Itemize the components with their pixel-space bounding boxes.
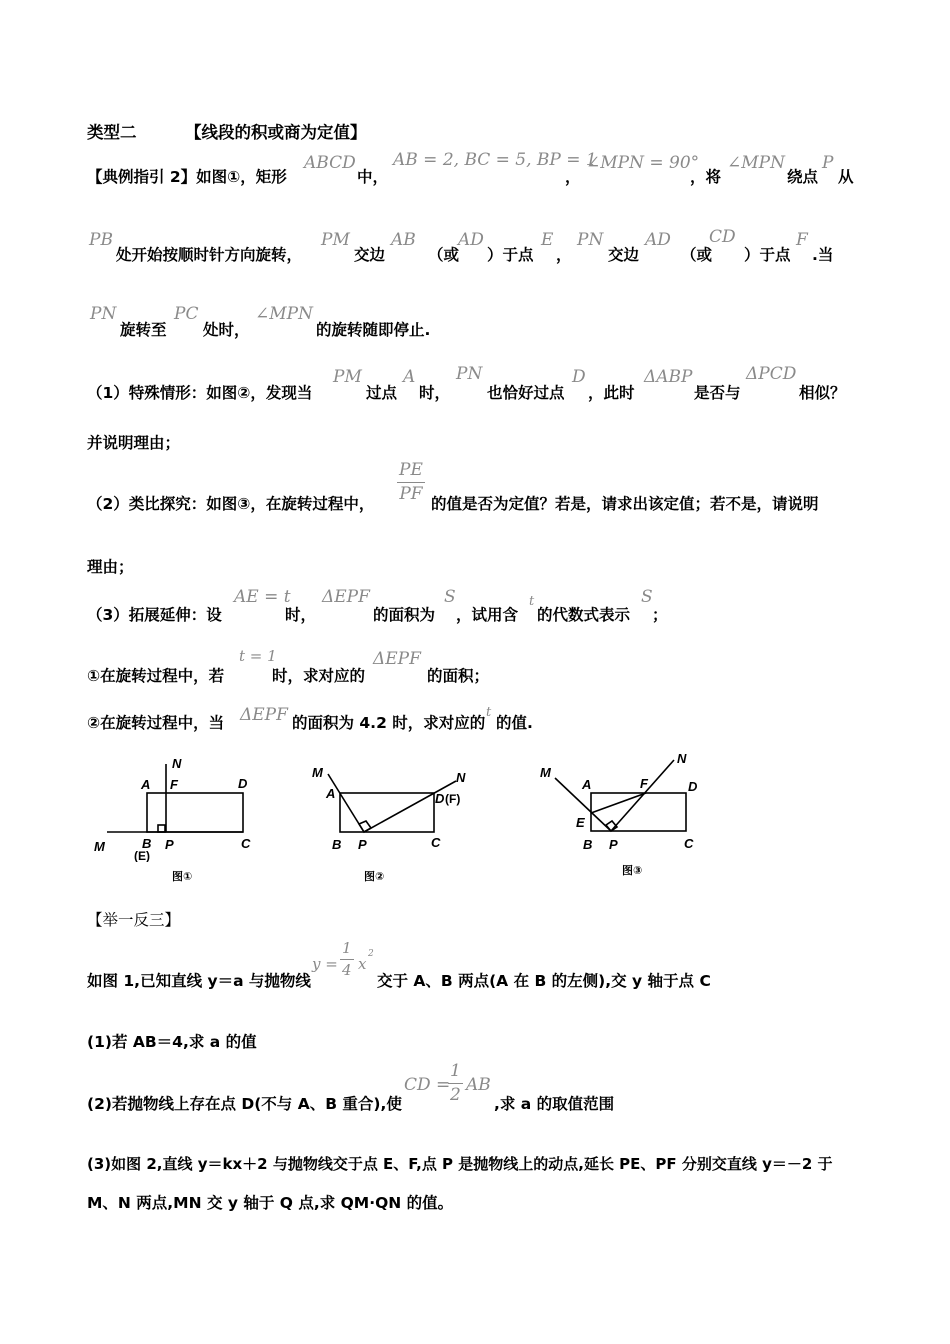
text-cong: 从 [838,168,854,186]
fig3-label-n: N [677,751,687,766]
practice-p2-tail: ,求 a 的取值范围 [494,1095,615,1113]
fig2-caption: 图② [364,870,385,883]
fig2-pm-line [328,774,364,832]
math-pb: PB [89,230,113,250]
fig3-label-e: E [576,815,585,830]
sub2-t: t [486,705,492,720]
fig3-label-p: P [609,837,618,852]
math-p: P [822,153,834,173]
text-xuanzhuanzhi: 旋转至 [120,321,167,339]
practice-half-den: 2 [450,1085,461,1105]
sub2-text3: 的值. [496,714,533,732]
fig3-label-c: C [684,836,694,851]
fig1-label-a: A [141,777,151,792]
fig3-pn-line [611,760,674,831]
figure-1 [88,752,268,862]
q2-text2: 的值是否为定值？若是，请求出该定值；若不是，请说明 [431,495,819,513]
q1-tri-abp: ΔABP [644,367,693,387]
text-jiang: ，将 [690,168,722,186]
fig2-label-n: N [456,770,466,785]
practice-frac-quarter [340,941,354,978]
math-pm: PM [321,230,350,250]
sub1-tri: ΔEPF [373,649,421,669]
q3-biaoshi: 的代数式表示 [537,606,631,624]
practice-frac-half [448,1063,463,1104]
math-pn2: PN [90,304,117,324]
q1-d: D [572,367,586,387]
fig1-label-d: D [238,776,248,791]
math-ad: AD [458,230,484,250]
q3-s: S [444,587,456,607]
sub1-cond: t = 1 [239,647,277,665]
sub2-text: ②在旋转过程中，当 [87,714,225,732]
practice-x-sup: 2 [368,949,374,959]
math-pc: PC [174,304,199,324]
fig2-label-b: B [332,837,342,852]
text-zhong: 中， [357,168,389,186]
practice-ab: AB [466,1075,491,1095]
text-rotate: 处开始按顺时针方向旋转， [116,246,303,264]
text-stop: 的旋转随即停止. [316,321,431,339]
q1-pm: PM [333,367,362,387]
q1-shi: 时， [419,384,451,402]
fig3-label-b: B [583,837,593,852]
math-ab: AB [391,230,416,250]
text-rao: 绕点 [787,168,819,186]
text-chushi: 处时， [203,321,250,339]
q1-cishi: ，此时 [588,384,635,402]
text-yudian: ）于点 [487,246,534,264]
q1-pn: PN [456,364,483,384]
fig1-label-m: M [94,839,105,854]
sub1-text: ①在旋转过程中，若 [87,667,225,685]
fig3-label-m: M [540,765,551,780]
sub2-text2: 的面积为 4.2 时，求对应的 [292,714,486,732]
q3-ae: AE = t [234,587,291,607]
q2-text: （2）类比探究：如图③，在旋转过程中， [87,495,375,513]
q3-semicolon: ； [652,606,668,624]
practice-p2: (2)若抛物线上存在点 D(不与 A、B 重合),使 [87,1095,402,1113]
q1-shifou: 是否与 [694,384,741,402]
practice-quarter-den: 4 [342,961,352,979]
fig1-label-b: B [142,836,152,851]
q2-den: PF [399,484,423,504]
text-comma2: ， [556,246,572,264]
example-label: 【典例指引 2】如图①，矩形 [87,168,287,186]
fig2-label-f: (F) [445,792,461,806]
fig1-right-angle [158,825,165,832]
q3-s2: S [641,587,653,607]
fig1-label-n: N [172,756,182,771]
fig2-label-m: M [312,765,323,780]
q3-shi: 时， [285,606,317,624]
practice-intro: 如图 1,已知直线 y＝a 与抛物线 [87,972,311,990]
fig3-label-a: A [582,777,592,792]
q3-tri: ΔEPF [322,587,370,607]
q2-bar [397,482,425,483]
fig1-label-p: P [165,837,174,852]
practice-heading: 【举一反三】 [87,911,181,929]
q1-cont: 并说明理由； [87,434,181,452]
practice-quarter-bar [340,959,354,960]
text-jiaobian2: 交边 [608,246,640,264]
section-title: 【线段的积或商为定值】 [185,123,367,142]
fig1-label-e: (E) [134,849,150,862]
fig3-label-d: D [688,779,698,794]
fig1-rect [147,793,243,832]
q2-fraction [397,462,425,503]
practice-y: y = [312,955,338,973]
q1-text: （1）特殊情形：如图②，发现当 [87,384,313,402]
fig2-label-a: A [326,786,336,801]
fig1-label-c: C [241,836,251,851]
text-huo2: （或 [681,246,713,264]
figure-2 [306,760,486,860]
math-e: E [541,230,554,250]
math-angle-mpn2: ∠MPN [255,304,313,324]
fig2-label-p: P [358,837,367,852]
q3-shiyonghan: ，试用含 [456,606,519,624]
sub1-text3: 的面积； [427,667,490,685]
fig3-caption: 图③ [622,864,643,877]
sub1-text2: 时，求对应的 [272,667,366,685]
fig2-rect [340,793,434,832]
practice-cd: CD = [404,1075,451,1095]
math-pn: PN [577,230,604,250]
q2-cont: 理由； [87,558,134,576]
text-huo: （或 [428,246,460,264]
q3-text: （3）拓展延伸：设 [87,606,222,624]
fig2-pn-line [364,781,456,832]
fig2-label-d: D [435,791,445,806]
sub2-tri: ΔEPF [240,705,288,725]
q3-mianjiwei: 的面积为 [373,606,436,624]
practice-intro2: 交于 A、B 两点(A 在 B 的左侧),交 y 轴于点 C [377,972,711,990]
text-jiaobian: 交边 [354,246,386,264]
fig2-right-angle [359,821,371,832]
q1-xiangsi: 相似？ [799,384,846,402]
practice-p1: (1)若 AB＝4,求 a 的值 [87,1033,257,1051]
practice-half-num: 1 [450,1061,461,1081]
practice-x: x [358,955,367,973]
text-comma: ， [565,168,581,186]
text-dang: .当 [812,246,834,264]
math-abcd: ABCD [304,153,356,173]
fig1-label-f: F [170,777,178,792]
math-lengths: AB = 2, BC = 5, BP = 1 [393,150,597,170]
fig3-ef-line [591,793,646,813]
q3-t: t [529,594,535,609]
fig3-label-f: F [640,776,648,791]
section-type: 类型二 [87,123,137,142]
fig1-caption: 图① [172,870,193,883]
math-angle-mpn-90: ∠MPN = 90° [586,153,700,173]
fig2-label-c: C [431,835,441,850]
math-angle-mpn: ∠MPN [727,153,785,173]
figure-3 [534,748,714,858]
practice-quarter-num: 1 [342,939,352,957]
q1-tri-pcd: ΔPCD [746,364,797,384]
math-cd: CD [709,227,736,247]
practice-half-bar [448,1083,463,1084]
practice-p3-line1: (3)如图 2,直线 y＝kx＋2 与抛物线交于点 E、F,点 P 是抛物线上的动点,延长 PE、PF 分别交直线 y＝－2 于 [87,1155,833,1173]
q1-a: A [403,367,416,387]
text-yudian2: ）于点 [744,246,791,264]
math-f: F [796,230,808,250]
q1-yeguo: 也恰好过点 [487,384,565,402]
math-ad2: AD [645,230,671,250]
q1-guodian: 过点 [366,384,398,402]
practice-p3-line2: M、N 两点,MN 交 y 轴于 Q 点,求 QM·QN 的值。 [87,1194,454,1212]
q2-num: PE [399,460,423,480]
